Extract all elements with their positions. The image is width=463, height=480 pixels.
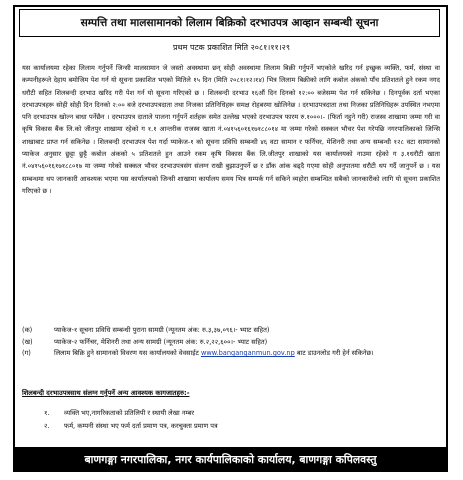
notice-body: यस कार्यालयमा रहेका लिलाम गर्नुपर्ने जिन्सी मालसामान जे जस्तो अवस्थामा छन् सोही अवस्थामा लिलाम बिक्री गर्नुपर्ने भएकोले खरिद गर्न इच्छुक व्यक्ति, फर्म, संस्था वा कम्पनीहरूले देहाय बमोजिम पेश गर्न यो सूचना प्रकाशित भएको मितिले १५ दिन (मिति २०८१।१२।१४) भित्र लिलाम बिक्रीको लागि कबोल अंकको पाँच प्रतिशतले हुने रकम नगद धरौटी सहित शिलबन्दी दरभाउ खरिद गरी पेश गर्न यो सूचना गरिएको छ । शिलबन्दी दरभाउ १६औं दिन दिनको १२:०० बजेसम्म पेश गर्न सकिनेछ । दिनपूर्वक दर्ता भएका दरभाउपत्रहरू सोही सोही दिन दिनको २:०० बजे दरभाउपत्रदाता तथा निजका प्रतिनिधिहरू समक्ष रोहबरमा खोलिनेछ । दरभाउपत्रदाता तथा निजका प्रतिनिधिहरू उपस्थित नभएमा पनि दरभाउपत्र खोल्न बाधा पर्नेछैन । दरभाउपत्र दाताले पालना गर्नुपर्ने शर्तहरू समेत उल्लेख भएको दरभाउपत्र फारम रु.१०००।- (फिर्ता नहुने गरी) राजस्व शाखामा जम्मा गरी वा कृषि विकास बैंक लि.को जीतपुर शाखामा रहेको ग १.१ आन्तरीक राजस्व खाता नं.०४१५६०१६१७१८८०१४ मा जम्मा गरेको सक्कल भौचर पेश गरेपछि नगरपालिकाको जिन्सि शाखाबाट प्राप्त गर्न सकिनेछ । शिलबन्दी दरभाउपत्र पेश गर्दा प्याकेज-१ को सूचना प्रविधि सम्बन्धी ४६ वटा सामान र फर्निचर, मेशिनरी तथा अन्य सम्बन्धी १२८ वटा सामानको प्याकेज अनुसार छुट्टा छुट्टै कबोल अंकको ५ प्रतिशतले हुन आउने रकम कृषि विकास बैंक लि.जीतपुर शाखाको यस कार्यालयको नाउमा रहेको ग ३.१धरौटी खाता नं.०४१५६०१६१७१८८०१७ मा जम्मा गरेको सक्कल भौचर दरभाउपत्रसंग संलग्न राखी बुझाउनुपर्ने छ र डाँक आंक बढ्दै गएमा सोही अनुपातमा धरौटी थप गर्दै जानुपर्ने छ । यस सम्बन्धमा थप जानकारी आवश्यक भएमा यस कार्यालयको जिन्सी शाखामा कार्यालय समय भित्र सम्पर्क गर्न सकिने व्यहोरा सम्बन्धित सबैको जानकारीको लागि यो सूचना प्रकाशित गरिएको छ । [22, 64, 440, 195]
attachment-item [22, 348, 440, 360]
attachment-key: (क) [22, 326, 33, 334]
attachment-text: प्याकेज-१ सूचना प्रविधि सम्बन्धी पुराना सामग्री (न्यूनतम अंक: रु.३,३७,०९६।- भ्याट सहित) [54, 326, 270, 334]
notice-title: सम्पत्ति तथा मालसामानको लिलाम बिक्रिको दरभाउपत्र आव्हान सम्बन्धी सूचना [19, 9, 440, 37]
required-doc-text: फर्म, कम्पनी संस्था भए फर्म दर्ता प्रमाण पत्र, करचुक्ता प्रमाण पत्र [64, 422, 218, 430]
attachment-item [22, 337, 440, 349]
issuer-footer: बाणगङ्गा नगरपालिका, नगर कार्यपालिकाको कार्यालय, बाणगङ्गा कपिलवस्तु [13, 447, 448, 472]
required-doc-number: १. [44, 409, 50, 417]
required-doc-item [44, 420, 218, 433]
attachment-text: प्याकेज-२ फर्निचर, मेशिनरी तथा अन्य सामग्री (न्यूनतम अंक: रु.२,२२,६००।- भ्याट सहित) [54, 337, 268, 346]
attachment-list [22, 325, 440, 360]
required-docs-list [44, 407, 218, 433]
attachment-key: (ख) [22, 337, 33, 346]
required-doc-text: व्यक्ति भए,नागरिकताको प्रतिलिपी र स्थायी लेखा नम्बर [64, 409, 195, 417]
attachment-item [22, 325, 440, 337]
publish-date: प्रथम पटक प्रकाशित मिति २०८१।११।२९ [172, 43, 290, 52]
required-doc-number: २. [44, 422, 50, 430]
required-docs-heading: शिलबन्दी दरभाउपत्रसाथ संलग्न गर्नुपर्ने अन्य आवश्यक कागजातहरु:- [22, 389, 190, 397]
website-link[interactable]: www.banganganmun.gov.np [200, 349, 295, 357]
attachment-text-lead: लिलाम बिक्रि हुने सामानको विवरण यस कार्यालयको वेवसाईट [54, 349, 199, 357]
attachment-key: (ग) [22, 349, 31, 357]
attachment-text-suffix: बाट डाउनलोड गरी हेर्न सकिनेछ। [296, 349, 374, 357]
attachment-text [54, 348, 440, 360]
required-doc-item [44, 407, 218, 420]
